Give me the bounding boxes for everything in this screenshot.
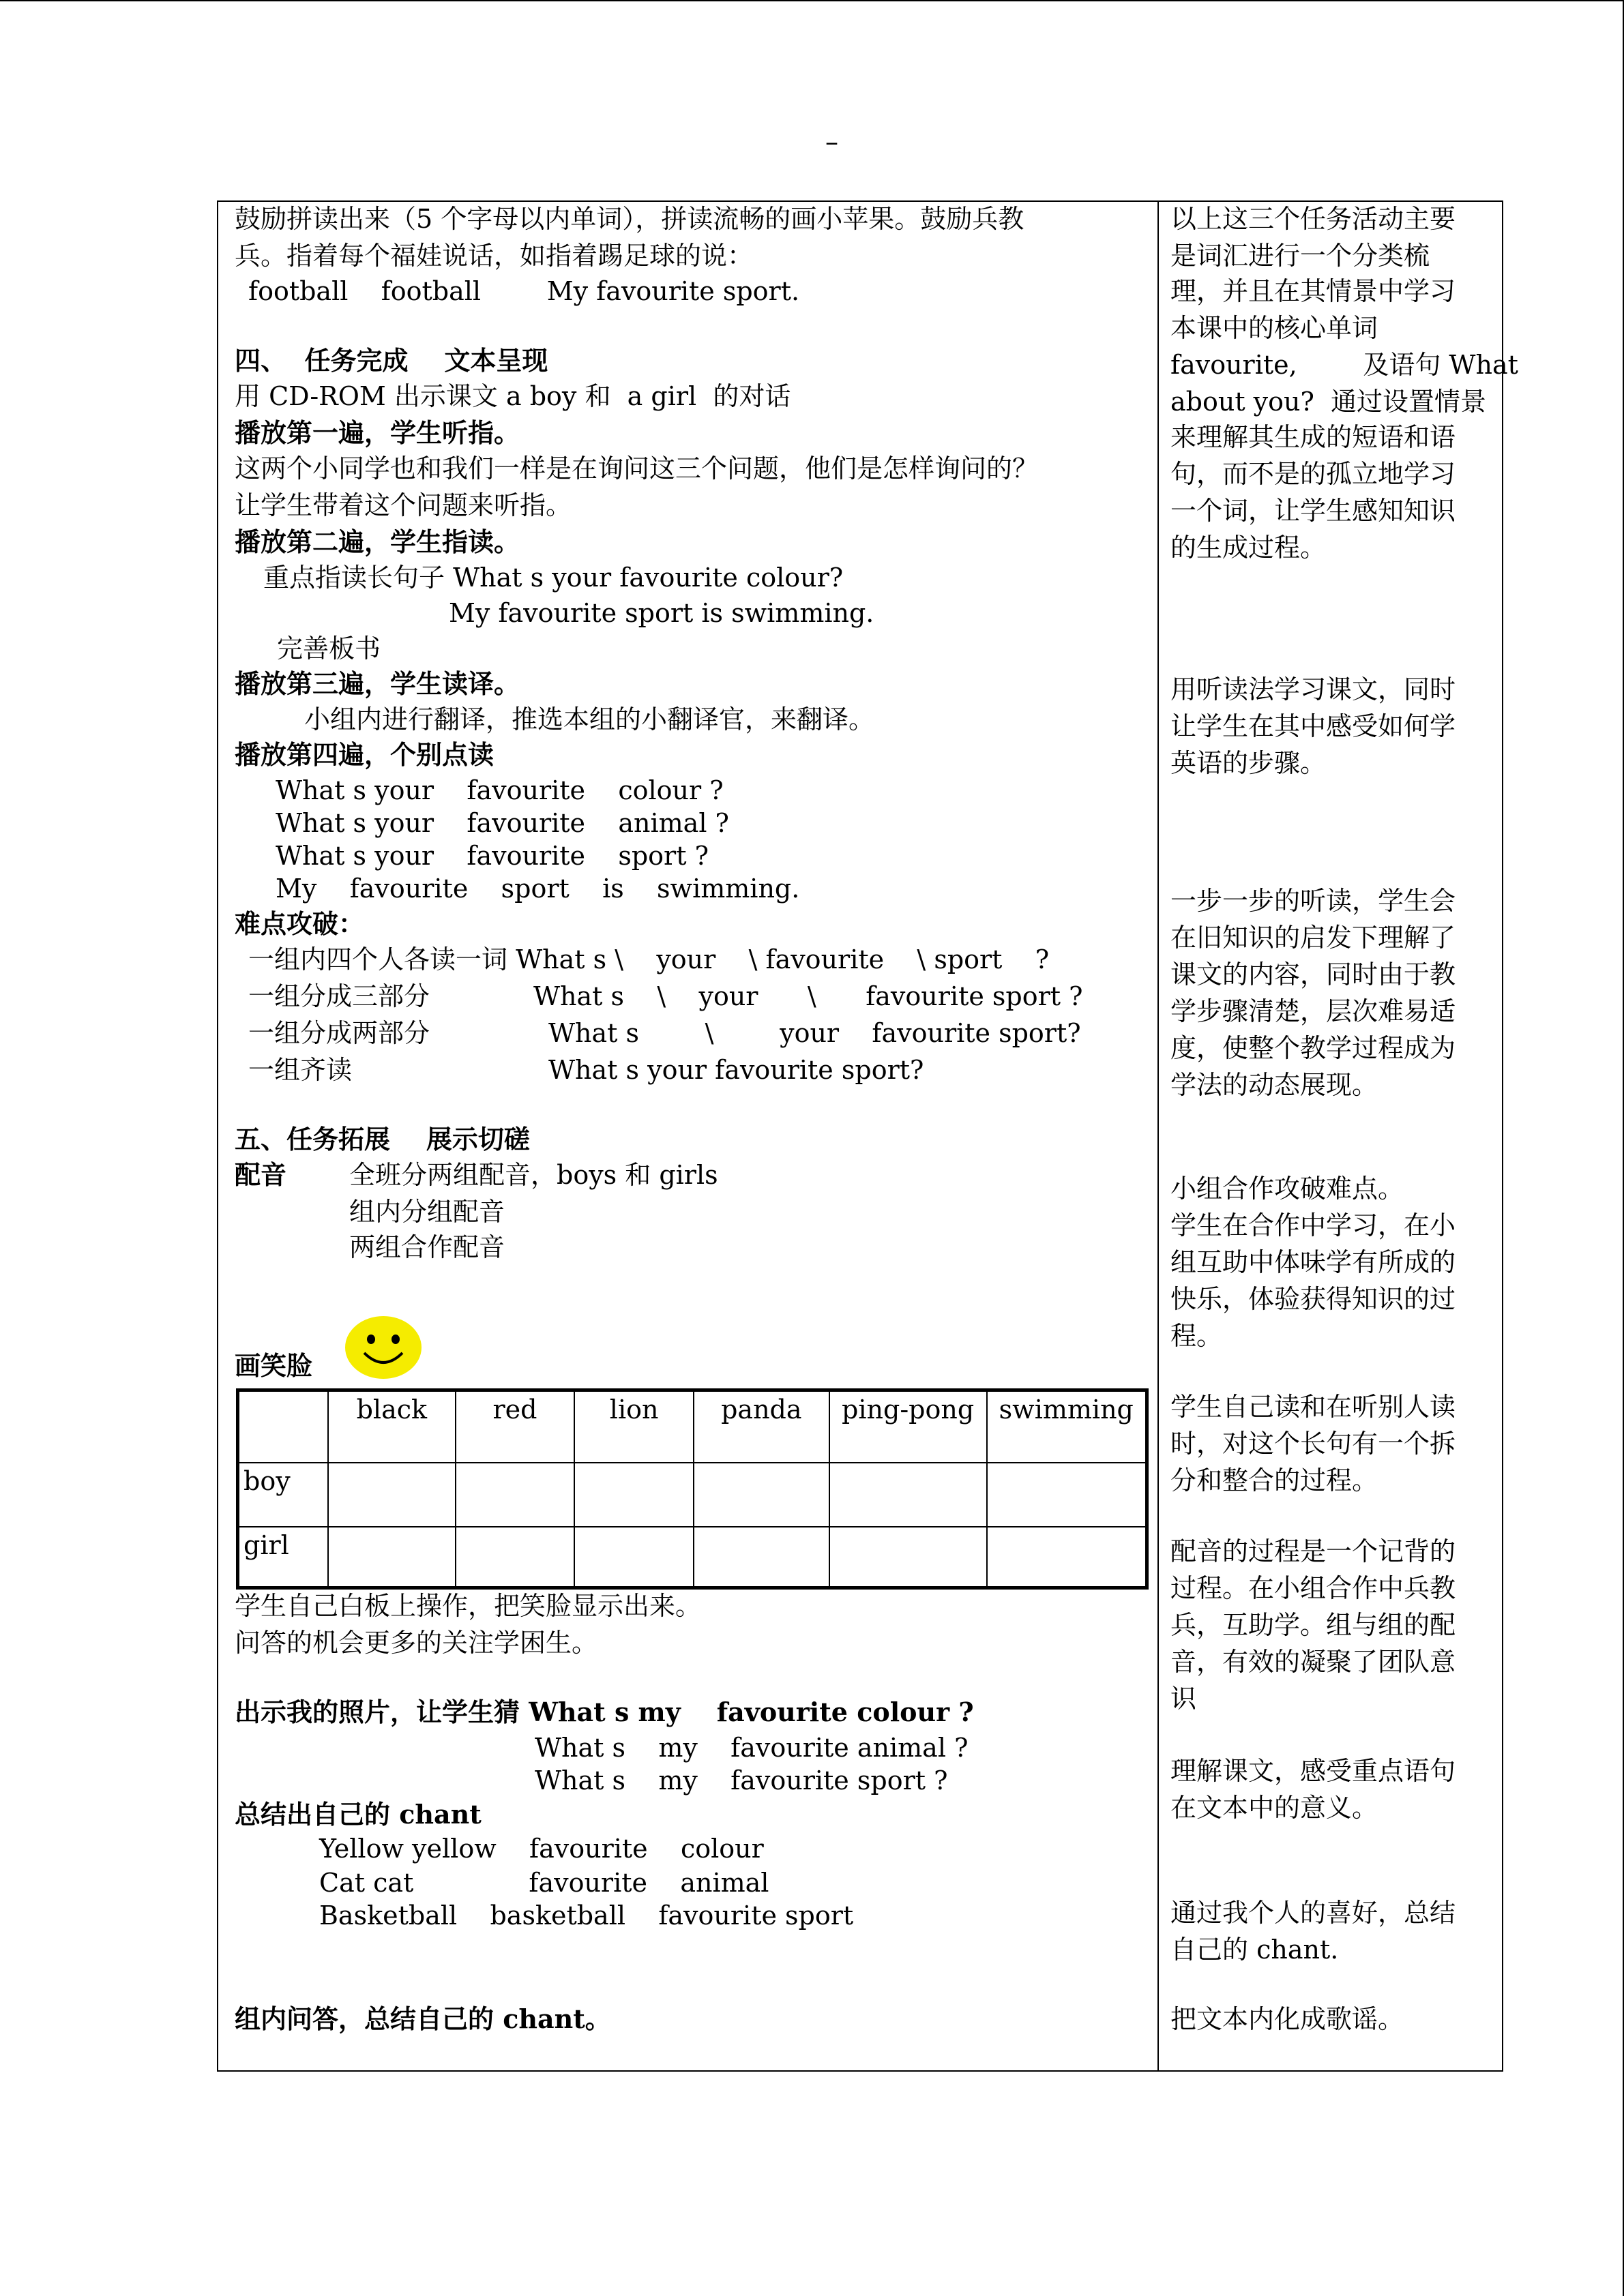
section-heading: 四、 任务完成 文本呈现	[235, 345, 548, 376]
left-line: 重点指读长句子 What s your favourite colour?	[263, 563, 844, 593]
right-note-line: 一个词，让学生感知知识	[1170, 496, 1456, 526]
left-line: 一组齐读	[248, 1055, 353, 1085]
right-note-line: 英语的步骤。	[1170, 748, 1327, 778]
table-header-cell: swimming	[987, 1390, 1147, 1463]
table-cell	[694, 1463, 829, 1527]
left-line: 完善板书	[277, 633, 381, 664]
table-cell	[694, 1527, 829, 1588]
table-cell	[328, 1527, 456, 1588]
right-note-line: 学步骤清楚，层次难易适	[1170, 996, 1456, 1026]
step-heading: 播放第二遍，学生指读。	[235, 526, 520, 557]
left-line: 全班分两组配音，boys 和 girls	[349, 1160, 718, 1190]
right-note-line: 学生在合作中学习，在小	[1170, 1210, 1456, 1240]
right-note-line: 学生自己读和在听别人读	[1170, 1392, 1456, 1422]
chant-line: Cat cat favourite animal	[319, 1868, 769, 1898]
right-note-line: 程。	[1170, 1321, 1223, 1351]
page-header-dash: –	[825, 127, 838, 157]
right-note-line: 时，对这个长句有一个拆	[1170, 1429, 1456, 1459]
right-note-line: 来理解其生成的短语和语	[1170, 422, 1456, 452]
table-cell	[987, 1527, 1147, 1588]
step-heading: 配音	[235, 1159, 287, 1190]
left-line: 鼓励拼读出来（5 个字母以内单词），拼读流畅的画小苹果。鼓励兵教	[235, 204, 1024, 234]
step-heading: 难点攻破：	[235, 908, 365, 939]
table-cell	[829, 1527, 987, 1588]
table-header-cell: black	[328, 1390, 456, 1463]
right-note-line: 用听读法学习课文，同时	[1170, 674, 1456, 704]
table-header-cell: red	[456, 1390, 575, 1463]
right-note-line: 理解课文，感受重点语句	[1170, 1756, 1456, 1786]
left-line: What s \ your \ favourite sport ?	[533, 981, 1083, 1011]
table-cell	[574, 1463, 694, 1527]
right-note-line: 小组合作攻破难点。	[1170, 1174, 1404, 1204]
left-line: What s your favourite sport?	[548, 1055, 924, 1085]
right-note-line: 一步一步的听读，学生会	[1170, 886, 1456, 916]
table-row	[238, 1527, 1147, 1588]
smiley-face-icon	[344, 1315, 423, 1380]
table-header-cell: panda	[694, 1390, 829, 1463]
left-line: 让学生带着这个问题来听指。	[235, 490, 572, 520]
column-divider	[1157, 202, 1159, 2070]
chant-line: Yellow yellow favourite colour	[319, 1834, 764, 1864]
table-row-label: boy	[238, 1463, 328, 1527]
right-note-line: 以上这三个任务活动主要	[1170, 204, 1456, 234]
right-note-line: 让学生在其中感受如何学	[1170, 711, 1456, 741]
right-note-line: 配音的过程是一个记背的	[1170, 1536, 1456, 1566]
right-note-line: 快乐，体验获得知识的过	[1170, 1284, 1456, 1314]
right-note-line: favourite, 及语句 What	[1170, 350, 1518, 380]
right-note-line: 度，使整个教学过程成为	[1170, 1033, 1456, 1063]
left-line: What s \ your favourite sport?	[548, 1018, 1081, 1048]
right-note-line: 句，而不是的孤立地学习	[1170, 459, 1456, 489]
step-heading: 播放第四遍，个别点读	[235, 739, 494, 770]
right-note-line: 本课中的核心单词	[1170, 313, 1378, 343]
left-line: 一组内四个人各读一词 What s \ your \ favourite \ sport ?	[248, 944, 1050, 974]
table-header-cell: lion	[574, 1390, 694, 1463]
step-heading: 播放第一遍，学生听指。	[235, 417, 520, 448]
table-cell	[328, 1463, 456, 1527]
right-note-line: 学法的动态展现。	[1170, 1070, 1378, 1100]
right-note-line: 把文本内化成歌谣。	[1170, 2004, 1404, 2034]
step-heading: 组内问答，总结自己的 chant。	[235, 2003, 611, 2034]
right-note-line: 在文本中的意义。	[1170, 1793, 1378, 1823]
right-note-line: 过程。在小组合作中兵教	[1170, 1573, 1456, 1603]
right-note-line: about you? 通过设置情景	[1170, 387, 1487, 417]
left-line: football football My favourite sport.	[248, 276, 800, 306]
left-line: 兵。指着每个福娃说话，如指着踢足球的说：	[235, 241, 754, 271]
table-cell	[829, 1463, 987, 1527]
right-note-line: 理，并且在其情景中学习	[1170, 276, 1456, 306]
table-header-cell	[238, 1390, 328, 1463]
page-top-edge	[0, 0, 1624, 1]
table-cell	[574, 1527, 694, 1588]
right-note-line: 的生成过程。	[1170, 533, 1327, 563]
left-line: What s your favourite animal ?	[276, 808, 729, 838]
right-note-line: 是词汇进行一个分类梳	[1170, 241, 1430, 271]
left-line: 一组分成三部分	[248, 981, 430, 1011]
table-header-row	[238, 1390, 1147, 1463]
table-cell	[456, 1527, 575, 1588]
left-line: 学生自己白板上操作，把笑脸显示出来。	[235, 1591, 702, 1621]
left-line: What s your favourite sport ?	[276, 841, 709, 871]
right-note-line: 音，有效的凝聚了团队意	[1170, 1647, 1456, 1677]
table-header-cell: ping-pong	[829, 1390, 987, 1463]
right-note-line: 组互助中体味学有所成的	[1170, 1247, 1456, 1277]
lesson-plan-frame	[217, 200, 1518, 2072]
right-note-line: 兵，互助学。组与组的配	[1170, 1610, 1456, 1640]
left-line: 小组内进行翻译，推选本组的小翻译官，来翻译。	[304, 704, 875, 734]
right-note-line: 通过我个人的喜好，总结	[1170, 1898, 1456, 1928]
right-note-line: 课文的内容，同时由于教	[1170, 959, 1456, 989]
left-line: 两组合作配音	[349, 1232, 505, 1262]
table-row	[238, 1463, 1147, 1527]
right-note-line: 识	[1170, 1684, 1197, 1714]
chant-line: Basketball basketball favourite sport	[319, 1900, 854, 1930]
section-heading: 五、任务拓展 展示切磋	[235, 1124, 530, 1154]
right-note-line: 分和整合的过程。	[1170, 1465, 1378, 1495]
smiley-score-table	[236, 1388, 1149, 1590]
left-line: What s my favourite animal ?	[535, 1733, 969, 1763]
table-cell	[987, 1463, 1147, 1527]
table-row-label: girl	[238, 1527, 328, 1588]
left-line: 这两个小同学也和我们一样是在询问这三个问题，他们是怎样询问的？	[235, 453, 1039, 483]
left-line: My favourite sport is swimming.	[449, 598, 874, 628]
table-cell	[456, 1463, 575, 1527]
step-heading: 播放第三遍，学生读译。	[235, 668, 520, 699]
left-line: 用 CD-ROM 出示课文 a boy 和 a girl 的对话	[235, 381, 791, 411]
left-line: 一组分成两部分	[248, 1018, 430, 1048]
right-note-line: 自己的 chant.	[1170, 1935, 1339, 1965]
left-line: What s my favourite sport ?	[535, 1765, 948, 1795]
left-line: My favourite sport is swimming.	[276, 874, 800, 904]
left-line: 问答的机会更多的关注学困生。	[235, 1628, 598, 1658]
step-heading: 画笑脸	[235, 1350, 313, 1381]
right-note-line: 在旧知识的启发下理解了	[1170, 923, 1456, 953]
step-heading: 出示我的照片，让学生猜 What s my favourite colour ?	[235, 1697, 974, 1727]
left-line: 组内分组配音	[349, 1197, 505, 1227]
left-line: What s your favourite colour ?	[276, 775, 724, 805]
step-heading: 总结出自己的 chant	[235, 1799, 482, 1830]
